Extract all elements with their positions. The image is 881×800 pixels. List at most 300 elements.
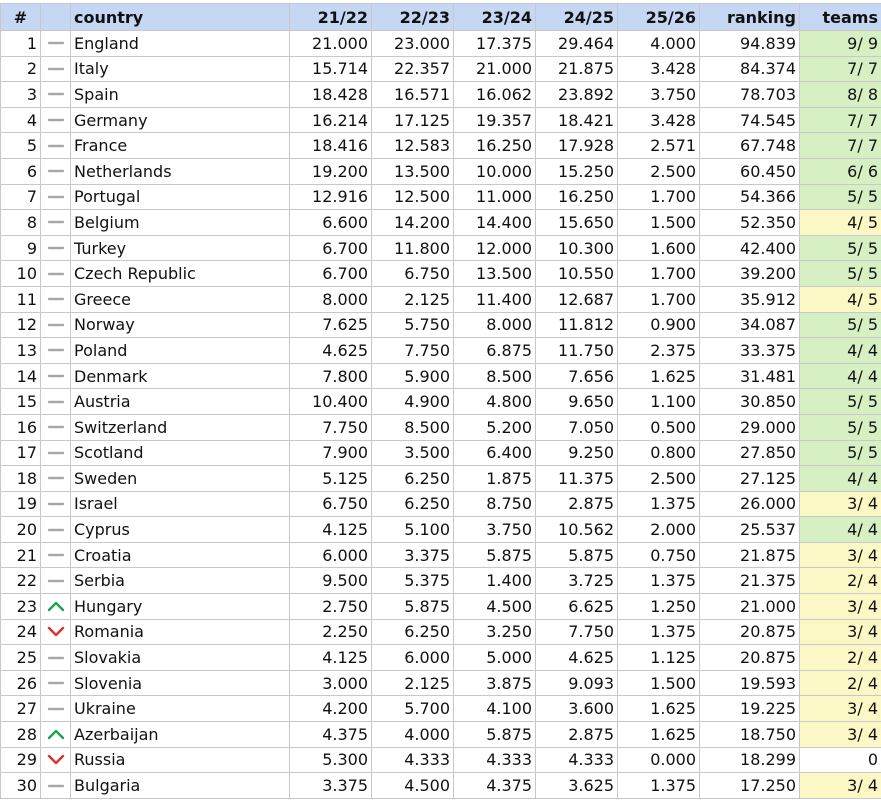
score-21-22: 4.200	[290, 696, 372, 722]
country-cell: Denmark	[71, 363, 290, 389]
teams-cell: 5/ 5	[800, 261, 881, 287]
score-23-24: 11.000	[454, 184, 536, 210]
score-25-26: 4.000	[618, 31, 700, 57]
table-row[interactable]	[1, 466, 881, 492]
score-24-25: 11.375	[536, 466, 618, 492]
trend-cell	[41, 56, 71, 82]
score-22-23: 5.700	[372, 696, 454, 722]
score-25-26: 2.500	[618, 466, 700, 492]
ranking-cell: 42.400	[700, 235, 800, 261]
score-23-24: 8.750	[454, 491, 536, 517]
trend-cell	[41, 235, 71, 261]
score-23-24: 4.333	[454, 747, 536, 773]
teams-cell: 5/ 5	[800, 414, 881, 440]
rank-cell: 13	[1, 338, 41, 364]
table-body	[1, 31, 881, 799]
teams-cell: 2/ 4	[800, 670, 881, 696]
score-22-23: 14.200	[372, 210, 454, 236]
header-season-21-22[interactable]: 21/22	[290, 4, 372, 31]
score-24-25: 9.250	[536, 440, 618, 466]
table-row[interactable]	[1, 491, 881, 517]
rank-cell: 5	[1, 133, 41, 159]
score-23-24: 13.500	[454, 261, 536, 287]
score-24-25: 4.625	[536, 645, 618, 671]
teams-cell: 6/ 6	[800, 158, 881, 184]
ranking-cell: 31.481	[700, 363, 800, 389]
teams-cell: 7/ 7	[800, 133, 881, 159]
score-21-22: 7.750	[290, 414, 372, 440]
header-country[interactable]: country	[71, 4, 290, 31]
score-25-26: 1.625	[618, 363, 700, 389]
trend-same-icon	[47, 469, 65, 488]
ranking-cell: 84.374	[700, 56, 800, 82]
trend-up-icon	[47, 597, 65, 616]
ranking-cell: 27.125	[700, 466, 800, 492]
teams-cell: 9/ 9	[800, 31, 881, 57]
country-cell: Cyprus	[71, 517, 290, 543]
rank-cell: 18	[1, 466, 41, 492]
trend-cell	[41, 722, 71, 748]
score-22-23: 12.583	[372, 133, 454, 159]
trend-same-icon	[47, 393, 65, 412]
teams-cell: 0	[800, 747, 881, 773]
rank-cell: 9	[1, 235, 41, 261]
ranking-cell: 19.225	[700, 696, 800, 722]
teams-cell: 5/ 5	[800, 389, 881, 415]
teams-cell: 7/ 7	[800, 56, 881, 82]
table-row[interactable]	[1, 133, 881, 159]
score-21-22: 6.750	[290, 491, 372, 517]
table-row[interactable]	[1, 389, 881, 415]
score-21-22: 10.400	[290, 389, 372, 415]
score-21-22: 19.200	[290, 158, 372, 184]
score-24-25: 16.250	[536, 184, 618, 210]
score-21-22: 4.125	[290, 517, 372, 543]
score-21-22: 5.300	[290, 747, 372, 773]
rank-cell: 8	[1, 210, 41, 236]
table-row[interactable]	[1, 670, 881, 696]
score-24-25: 21.875	[536, 56, 618, 82]
score-24-25: 9.093	[536, 670, 618, 696]
rank-cell: 17	[1, 440, 41, 466]
score-22-23: 3.500	[372, 440, 454, 466]
rank-cell: 10	[1, 261, 41, 287]
header-season-25-26[interactable]: 25/26	[618, 4, 700, 31]
teams-cell: 3/ 4	[800, 696, 881, 722]
rank-cell: 28	[1, 722, 41, 748]
trend-same-icon	[47, 265, 65, 284]
country-cell: Belgium	[71, 210, 290, 236]
teams-cell: 3/ 4	[800, 491, 881, 517]
trend-cell	[41, 31, 71, 57]
score-25-26: 1.500	[618, 210, 700, 236]
trend-same-icon	[47, 34, 65, 53]
country-cell: Russia	[71, 747, 290, 773]
table-row[interactable]	[1, 261, 881, 287]
score-21-22: 18.416	[290, 133, 372, 159]
score-22-23: 4.500	[372, 773, 454, 799]
trend-same-icon	[47, 777, 65, 796]
score-22-23: 7.750	[372, 338, 454, 364]
teams-cell: 4/ 4	[800, 517, 881, 543]
trend-cell	[41, 210, 71, 236]
score-21-22: 18.428	[290, 82, 372, 108]
score-21-22: 5.125	[290, 466, 372, 492]
score-25-26: 3.750	[618, 82, 700, 108]
score-24-25: 7.750	[536, 619, 618, 645]
table-header	[1, 4, 881, 31]
teams-cell: 4/ 4	[800, 338, 881, 364]
table-row[interactable]	[1, 747, 881, 773]
score-25-26: 2.500	[618, 158, 700, 184]
score-23-24: 10.000	[454, 158, 536, 184]
score-24-25: 6.625	[536, 594, 618, 620]
ranking-cell: 94.839	[700, 31, 800, 57]
rank-cell: 19	[1, 491, 41, 517]
trend-up-icon	[47, 725, 65, 744]
score-21-22: 4.125	[290, 645, 372, 671]
score-24-25: 11.812	[536, 312, 618, 338]
table-row[interactable]	[1, 722, 881, 748]
score-25-26: 2.375	[618, 338, 700, 364]
ranking-cell: 74.545	[700, 107, 800, 133]
score-21-22: 3.375	[290, 773, 372, 799]
score-22-23: 2.125	[372, 286, 454, 312]
score-23-24: 5.200	[454, 414, 536, 440]
ranking-cell: 39.200	[700, 261, 800, 287]
trend-cell	[41, 363, 71, 389]
trend-same-icon	[47, 188, 65, 207]
score-23-24: 14.400	[454, 210, 536, 236]
score-21-22: 2.750	[290, 594, 372, 620]
ranking-cell: 34.087	[700, 312, 800, 338]
header-rank[interactable]: #	[1, 4, 41, 31]
teams-cell: 4/ 4	[800, 363, 881, 389]
score-22-23: 5.100	[372, 517, 454, 543]
score-25-26: 1.250	[618, 594, 700, 620]
score-22-23: 4.000	[372, 722, 454, 748]
rank-cell: 24	[1, 619, 41, 645]
score-25-26: 1.700	[618, 286, 700, 312]
table-row[interactable]	[1, 56, 881, 82]
trend-cell	[41, 568, 71, 594]
table-row[interactable]	[1, 107, 881, 133]
score-25-26: 1.700	[618, 184, 700, 210]
table-row[interactable]	[1, 82, 881, 108]
score-22-23: 22.357	[372, 56, 454, 82]
rank-cell: 1	[1, 31, 41, 57]
ranking-cell: 33.375	[700, 338, 800, 364]
trend-same-icon	[47, 546, 65, 565]
score-22-23: 11.800	[372, 235, 454, 261]
country-cell: Italy	[71, 56, 290, 82]
rank-cell: 4	[1, 107, 41, 133]
score-25-26: 0.750	[618, 542, 700, 568]
score-25-26: 0.800	[618, 440, 700, 466]
rank-cell: 20	[1, 517, 41, 543]
header-season-22-23[interactable]: 22/23	[372, 4, 454, 31]
score-25-26: 1.375	[618, 773, 700, 799]
score-22-23: 13.500	[372, 158, 454, 184]
score-21-22: 6.700	[290, 261, 372, 287]
rank-cell: 26	[1, 670, 41, 696]
teams-cell: 4/ 5	[800, 286, 881, 312]
trend-same-icon	[47, 239, 65, 258]
trend-cell	[41, 440, 71, 466]
table-row[interactable]	[1, 184, 881, 210]
trend-cell	[41, 261, 71, 287]
trend-cell	[41, 286, 71, 312]
header-season-24-25[interactable]: 24/25	[536, 4, 618, 31]
header-ranking[interactable]: ranking	[700, 4, 800, 31]
score-25-26: 1.125	[618, 645, 700, 671]
table-row[interactable]	[1, 517, 881, 543]
score-23-24: 8.000	[454, 312, 536, 338]
table-row[interactable]	[1, 773, 881, 799]
ranking-cell: 18.750	[700, 722, 800, 748]
score-22-23: 5.875	[372, 594, 454, 620]
rank-cell: 29	[1, 747, 41, 773]
score-23-24: 6.875	[454, 338, 536, 364]
score-21-22: 15.714	[290, 56, 372, 82]
table-row[interactable]	[1, 286, 881, 312]
trend-same-icon	[47, 341, 65, 360]
score-23-24: 16.062	[454, 82, 536, 108]
ranking-cell: 21.000	[700, 594, 800, 620]
score-21-22: 6.000	[290, 542, 372, 568]
score-25-26: 0.500	[618, 414, 700, 440]
score-25-26: 3.428	[618, 56, 700, 82]
score-21-22: 9.500	[290, 568, 372, 594]
score-21-22: 7.900	[290, 440, 372, 466]
score-24-25: 4.333	[536, 747, 618, 773]
trend-same-icon	[47, 572, 65, 591]
country-cell: Germany	[71, 107, 290, 133]
score-21-22: 4.625	[290, 338, 372, 364]
ranking-cell: 30.850	[700, 389, 800, 415]
score-24-25: 3.600	[536, 696, 618, 722]
trend-cell	[41, 619, 71, 645]
score-23-24: 12.000	[454, 235, 536, 261]
table-row[interactable]	[1, 542, 881, 568]
teams-cell: 5/ 5	[800, 440, 881, 466]
score-24-25: 11.750	[536, 338, 618, 364]
score-24-25: 15.250	[536, 158, 618, 184]
trend-same-icon	[47, 85, 65, 104]
header-row	[1, 4, 881, 31]
teams-cell: 2/ 4	[800, 645, 881, 671]
trend-cell	[41, 491, 71, 517]
score-22-23: 12.500	[372, 184, 454, 210]
trend-same-icon	[47, 290, 65, 309]
trend-cell	[41, 466, 71, 492]
country-cell: Azerbaijan	[71, 722, 290, 748]
score-25-26: 0.900	[618, 312, 700, 338]
country-cell: Slovakia	[71, 645, 290, 671]
score-21-22: 3.000	[290, 670, 372, 696]
score-23-24: 5.875	[454, 722, 536, 748]
trend-same-icon	[47, 674, 65, 693]
score-22-23: 6.000	[372, 645, 454, 671]
rank-cell: 30	[1, 773, 41, 799]
trend-same-icon	[47, 137, 65, 156]
score-23-24: 4.375	[454, 773, 536, 799]
table-row[interactable]	[1, 696, 881, 722]
score-25-26: 1.375	[618, 491, 700, 517]
table-row[interactable]	[1, 619, 881, 645]
country-cell: Hungary	[71, 594, 290, 620]
trend-cell	[41, 594, 71, 620]
country-cell: Greece	[71, 286, 290, 312]
ranking-cell: 21.875	[700, 542, 800, 568]
trend-cell	[41, 338, 71, 364]
score-22-23: 23.000	[372, 31, 454, 57]
score-24-25: 10.300	[536, 235, 618, 261]
ranking-cell: 78.703	[700, 82, 800, 108]
ranking-cell: 20.875	[700, 645, 800, 671]
country-cell: Bulgaria	[71, 773, 290, 799]
rank-cell: 23	[1, 594, 41, 620]
country-cell: Turkey	[71, 235, 290, 261]
table-row[interactable]	[1, 158, 881, 184]
table-row[interactable]	[1, 440, 881, 466]
header-trend	[41, 4, 71, 31]
teams-cell: 3/ 4	[800, 619, 881, 645]
table-row[interactable]	[1, 594, 881, 620]
rank-cell: 21	[1, 542, 41, 568]
score-21-22: 7.625	[290, 312, 372, 338]
teams-cell: 7/ 7	[800, 107, 881, 133]
ranking-cell: 52.350	[700, 210, 800, 236]
score-21-22: 16.214	[290, 107, 372, 133]
score-23-24: 1.875	[454, 466, 536, 492]
score-21-22: 21.000	[290, 31, 372, 57]
score-21-22: 8.000	[290, 286, 372, 312]
score-24-25: 9.650	[536, 389, 618, 415]
trend-same-icon	[47, 367, 65, 386]
score-22-23: 8.500	[372, 414, 454, 440]
trend-same-icon	[47, 162, 65, 181]
trend-cell	[41, 670, 71, 696]
table-row[interactable]	[1, 235, 881, 261]
ranking-cell: 25.537	[700, 517, 800, 543]
country-cell: Austria	[71, 389, 290, 415]
score-22-23: 2.125	[372, 670, 454, 696]
rank-cell: 16	[1, 414, 41, 440]
rank-cell: 27	[1, 696, 41, 722]
score-23-24: 5.000	[454, 645, 536, 671]
country-cell: Romania	[71, 619, 290, 645]
trend-cell	[41, 773, 71, 799]
country-cell: Spain	[71, 82, 290, 108]
table-row[interactable]	[1, 414, 881, 440]
score-24-25: 7.656	[536, 363, 618, 389]
score-23-24: 17.375	[454, 31, 536, 57]
score-23-24: 4.100	[454, 696, 536, 722]
trend-same-icon	[47, 700, 65, 719]
country-cell: Switzerland	[71, 414, 290, 440]
country-cell: Serbia	[71, 568, 290, 594]
rank-cell: 11	[1, 286, 41, 312]
teams-cell: 3/ 4	[800, 594, 881, 620]
table-row[interactable]	[1, 210, 881, 236]
teams-cell: 4/ 5	[800, 210, 881, 236]
score-21-22: 7.800	[290, 363, 372, 389]
teams-cell: 5/ 5	[800, 312, 881, 338]
rank-cell: 14	[1, 363, 41, 389]
table-row[interactable]	[1, 363, 881, 389]
score-22-23: 17.125	[372, 107, 454, 133]
trend-cell	[41, 312, 71, 338]
table-row[interactable]	[1, 568, 881, 594]
score-23-24: 5.875	[454, 542, 536, 568]
table-row[interactable]	[1, 338, 881, 364]
score-25-26: 3.428	[618, 107, 700, 133]
trend-cell	[41, 389, 71, 415]
country-cell: Portugal	[71, 184, 290, 210]
score-24-25: 29.464	[536, 31, 618, 57]
score-21-22: 12.916	[290, 184, 372, 210]
ranking-cell: 35.912	[700, 286, 800, 312]
ranking-cell: 21.375	[700, 568, 800, 594]
ranking-cell: 19.593	[700, 670, 800, 696]
score-23-24: 4.800	[454, 389, 536, 415]
score-24-25: 18.421	[536, 107, 618, 133]
ranking-cell: 27.850	[700, 440, 800, 466]
country-cell: Scotland	[71, 440, 290, 466]
score-22-23: 5.900	[372, 363, 454, 389]
score-24-25: 17.928	[536, 133, 618, 159]
ranking-table	[0, 3, 881, 799]
teams-cell: 4/ 4	[800, 466, 881, 492]
table-row[interactable]	[1, 312, 881, 338]
table-row[interactable]	[1, 645, 881, 671]
rank-cell: 15	[1, 389, 41, 415]
score-23-24: 8.500	[454, 363, 536, 389]
teams-cell: 2/ 4	[800, 568, 881, 594]
header-teams[interactable]: teams	[800, 4, 881, 31]
rank-cell: 3	[1, 82, 41, 108]
trend-cell	[41, 158, 71, 184]
trend-cell	[41, 517, 71, 543]
score-23-24: 1.400	[454, 568, 536, 594]
table-row[interactable]	[1, 31, 881, 57]
teams-cell: 5/ 5	[800, 184, 881, 210]
score-23-24: 3.250	[454, 619, 536, 645]
score-22-23: 4.333	[372, 747, 454, 773]
score-24-25: 15.650	[536, 210, 618, 236]
trend-cell	[41, 82, 71, 108]
ranking-cell: 20.875	[700, 619, 800, 645]
teams-cell: 3/ 4	[800, 542, 881, 568]
header-season-23-24[interactable]: 23/24	[454, 4, 536, 31]
score-23-24: 21.000	[454, 56, 536, 82]
score-24-25: 10.562	[536, 517, 618, 543]
country-cell: Czech Republic	[71, 261, 290, 287]
score-25-26: 1.625	[618, 696, 700, 722]
trend-same-icon	[47, 316, 65, 335]
trend-cell	[41, 645, 71, 671]
trend-cell	[41, 133, 71, 159]
trend-same-icon	[47, 418, 65, 437]
score-22-23: 6.750	[372, 261, 454, 287]
trend-cell	[41, 184, 71, 210]
score-23-24: 16.250	[454, 133, 536, 159]
country-cell: France	[71, 133, 290, 159]
teams-cell: 5/ 5	[800, 235, 881, 261]
score-25-26: 1.600	[618, 235, 700, 261]
score-22-23: 6.250	[372, 491, 454, 517]
